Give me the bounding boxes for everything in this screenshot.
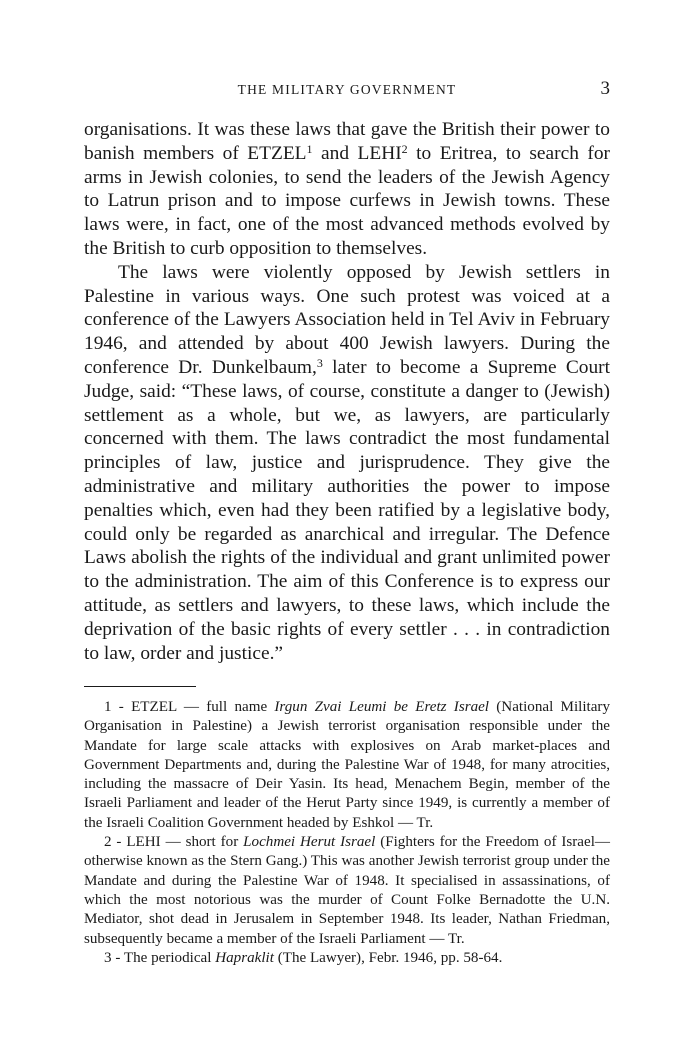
footnote-ref-1: 1 — [306, 141, 313, 156]
paragraph-1-part-a: organisations. It was these laws that gave the British their power to banish members of ETZEL — [84, 119, 610, 164]
paragraph-1-part-b: and LEHI — [312, 142, 402, 164]
footnote-1-text: (National Military Organisation in Palestine) a Jewish terrorist organisation responsible under the Mandate for large scale attacks with explosives on Arab market-places and Government Departments and, during the Palestine War of 1948, for many atrocities, including the massacre of Deir Yasin. Its head, Menachem Begin, member of the Israeli Parliament and leader of the Herut Party since 1949, is currently a member of the Israeli Coalition Government headed by Eshkol — Tr. — [84, 699, 610, 831]
footnote-ref-2: 2 — [401, 141, 408, 156]
body-text — [84, 118, 610, 665]
footnote-1 — [84, 698, 610, 833]
footnote-ref-3: 3 — [316, 355, 323, 370]
footnote-2-text: (Fighters for the Freedom of Israel—otherwise known as the Stern Gang.) This was another Jewish terrorist group under the Mandate and during the Palestine War of 1948. It specialised in assassinations, of which the most notorious was the murder of Count Folke Bernadotte the U.N. Mediator, shot dead in Jerusalem in September 1948. Its leader, Nathan Friedman, subsequently became a member of the Israeli Parliament — Tr. — [84, 834, 610, 947]
footnote-2 — [84, 833, 610, 949]
footnote-separator — [84, 686, 196, 687]
footnote-1-italic: Irgun Zvai Leumi be Eretz Israel — [274, 699, 490, 715]
paragraph-2-part-b: later to become a Supreme Court Judge, said: “These laws, of course, constitute a danger to (Jewish) settlement as a whole, but we, as lawyers, are particularly concerned with them. The laws contradict the most fundamental principles of law, justice and jurisprudence. They give the administrative and military authorities the power to impose penalties which, even had they been ratified by a legislative body, could only be regarded as anarchical and irregular. The Defence Laws abolish the rights of the individual and grant unlimited power to the administration. The aim of this Conference is to express our attitude, as settlers and lawyers, to these laws, which include the deprivation of the basic rights of every settler . . . in contradiction to law, order and justice.” — [84, 356, 610, 664]
footnote-3-lead: 3 - The periodical — [104, 949, 216, 966]
footnote-2-italic: Lochmei Herut Israel — [243, 834, 376, 851]
page-header — [84, 78, 610, 104]
footnote-2-lead: 2 - LEHI — short for — [104, 834, 244, 851]
paragraph-2 — [84, 261, 610, 666]
paragraph-1 — [84, 118, 610, 261]
footnote-3-italic: Hapraklit — [215, 949, 274, 966]
paragraph-2-part-a: The laws were violently opposed by Jewish settlers in Palestine in various ways. One such protest was voiced at a conference of the Lawyers Association held in Tel Aviv in February 1946, and attended by about 400 Jewish lawyers. During the conference Dr. Dunkelbaum, — [84, 261, 610, 378]
running-title: THE MILITARY GOVERNMENT — [237, 82, 457, 97]
footnote-1-lead: 1 - ETZEL — full name — [104, 699, 275, 715]
paragraph-1-part-c: to Eritrea, to search for arms in Jewish colonies, to send the leaders of the Jewish Agency to Latrun prison and to impose curfews in Jewish towns. These laws were, in fact, one of the most advanced methods evolved by the British to curb opposition to themselves. — [84, 142, 610, 259]
footnote-3-text: (The Lawyer), Febr. 1946, pp. 58-64. — [273, 949, 503, 966]
footnotes — [84, 698, 610, 968]
footnote-3 — [84, 949, 610, 968]
page-number: 3 — [600, 78, 610, 99]
